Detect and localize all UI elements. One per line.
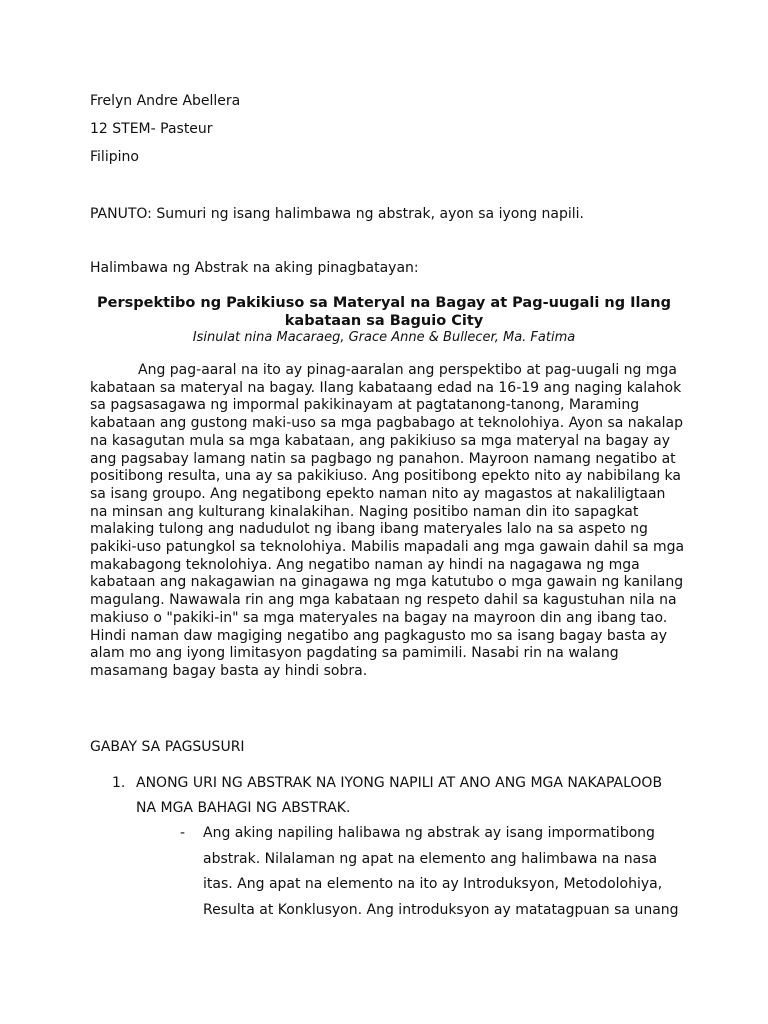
abstract-line: masamang bagay basta ay hindi sobra. <box>90 662 368 679</box>
abstract-line: malaking tulong ang nadudulot ng ibang ibang materyales lalo na sa aspeto ng <box>90 521 648 538</box>
abstract-line: ang pagsabay lamang natin sa pagbago ng panahon. Mayroon namang negatibo at <box>90 450 676 467</box>
guide-heading: GABAY SA PAGSUSURI <box>90 739 245 755</box>
answer-line: itas. Ang apat na elemento na ito ay Introduksyon, Metodolohiya, <box>203 876 663 892</box>
paper-title-line-1: Perspektibo ng Pakikiuso sa Materyal na Bagay at Pag-uugali ng Ilang <box>97 295 671 311</box>
abstract-line: kabataan sa materyal na bagay. Ilang kabataang edad na 16-19 ang naging kalahok <box>90 379 682 396</box>
question-line: NA MGA BAHAGI NG ABSTRAK. <box>136 800 351 816</box>
abstract-line: na minsan ang kulturang kinalakihan. Naging positibo naman din ito sapagkat <box>90 503 639 520</box>
abstract-line: kabataan ang nakagawian na ginagawa ng mga katutubo o mga gawain ng kanilang <box>90 574 684 591</box>
abstract-line: Ang pag-aaral na ito ay pinag-aaralan ang perspektibo at pag-uugali ng mga <box>138 362 677 378</box>
answer-line: Resulta at Konklusyon. Ang introduksyon ay matatagpuan sa unang <box>203 902 679 918</box>
student-name: Frelyn Andre Abellera <box>90 93 241 109</box>
abstract-line: sa pagsasagawa ng impormal pakikinayam at pagtatanong-tanong, Maraming <box>90 397 640 414</box>
abstract-line: sa isang groupo. Ang negatibong epekto naman nito ay magastos at nakaliligtaan <box>90 485 666 502</box>
abstract-line: na kasagutan mula sa mga kabataan, ang pakikiuso sa mga materyal na bagay ay <box>90 432 671 449</box>
question-line: ANONG URI NG ABSTRAK NA IYONG NAPILI AT ANO ANG MGA NAKAPALOOB <box>136 775 663 791</box>
instructions-text: PANUTO: Sumuri ng isang halimbawa ng abstrak, ayon sa iyong napili. <box>90 206 584 222</box>
paper-title-line-2: kabataan sa Baguio City <box>284 313 484 329</box>
paper-authors: Isinulat nina Macaraeg, Grace Anne & Bullecer, Ma. Fatima <box>192 330 576 345</box>
subject-label: Filipino <box>90 149 139 165</box>
abstract-line: kabataan ang gustong maki-uso sa mga pagbabago at teknolohiya. Ayon sa nakalap <box>90 415 684 432</box>
student-section: 12 STEM- Pasteur <box>90 121 213 137</box>
abstract-paragraph <box>90 362 685 681</box>
abstract-line: alam mo ang iyong limitasyon pagdating sa pamimili. Nasabi rin na walang <box>90 645 619 662</box>
abstract-line: Hindi naman daw magiging negatibo ang pagkagusto mo sa isang bagay basta ay <box>90 627 667 644</box>
abstract-line: makiuso o "pakiki-in" sa mga materyales na bagay na mayroon din ang ibang tao. <box>90 609 668 626</box>
abstract-line: pakiki-uso patungkol sa teknolohiya. Mabilis mapadali ang mga gawain dahil sa mga <box>90 539 685 556</box>
question-number: 1. <box>112 775 126 791</box>
abstract-line: makabagong teknolohiya. Ang negatibo naman ay hindi na nagagawa ng mga <box>90 556 640 573</box>
abstract-line: magulang. Nawawala rin ang mga kabataan ng respeto dahil sa kagustuhan nila na <box>90 592 677 609</box>
example-label: Halimbawa ng Abstrak na aking pinagbatayan: <box>90 260 419 276</box>
answer-bullet: - <box>180 825 186 841</box>
answer-line: Ang aking napiling halibawa ng abstrak ay isang impormatibong <box>203 825 655 841</box>
answer-line: abstrak. Nilalaman ng apat na elemento ang halimbawa na nasa <box>203 851 658 867</box>
abstract-line: positibong resulta, una ay sa pakikiuso. Ang positibong epekto nito ay nabibilang ka <box>90 468 681 485</box>
